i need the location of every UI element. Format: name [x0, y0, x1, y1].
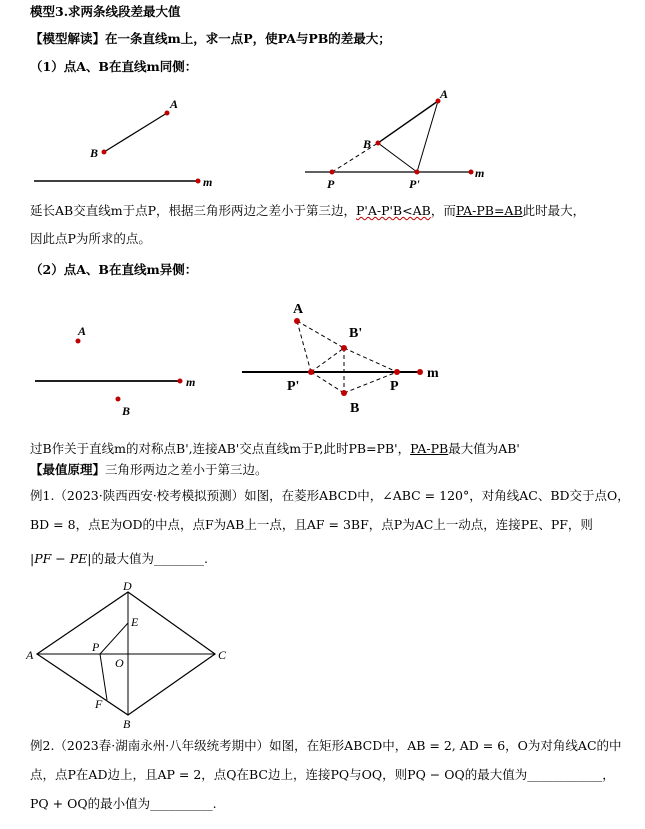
dashed-p2b2	[311, 348, 344, 372]
dashed-pb	[332, 143, 378, 172]
point-b-prime	[341, 345, 347, 351]
example2-line2: 点，点P在AD边上，且AP = 2，点Q在BC边上，连接PQ与OQ，则PQ − OQ的最大值为____________，	[30, 767, 615, 782]
point-b	[341, 390, 347, 396]
label-m: m	[203, 175, 213, 189]
answer-blank-3: __________	[150, 796, 213, 811]
answer-blank-2: ____________	[527, 767, 603, 782]
label-d: D	[123, 580, 132, 593]
figure-2-right	[230, 295, 460, 420]
label-p: P	[327, 177, 335, 191]
label-b-prime: B'	[349, 326, 363, 341]
label-a: A	[26, 648, 34, 662]
label-p-prime: P'	[409, 177, 420, 191]
label-m: m	[475, 166, 485, 180]
label-f: F	[95, 697, 103, 711]
case1-line1: 延长AB交直线m于点P，根据三角形两边之差小于第三边，P'A-P'B<AB，而PA-PB=AB此时最大，	[30, 203, 586, 218]
point-p-prime	[308, 369, 314, 375]
label-b: B	[122, 404, 131, 418]
principle	[30, 462, 268, 478]
example2-line3: PQ + OQ的最小值为__________.	[30, 796, 217, 811]
example1-line2: BD = 8，点E为OD的中点，点F为AB上一点，且AF = 3BF，点P为AC上一动点，连接PE、PF，则	[30, 517, 593, 532]
segment-ab	[104, 113, 167, 152]
example2-line1: 例2.（2023春·湖南永州·八年级统考期中）如图，在矩形ABCD中，AB = 2, AD = 6，O为对角线AC的中	[30, 738, 622, 753]
point-m-end	[417, 369, 423, 375]
label-m: m	[427, 366, 439, 381]
label-o: O	[115, 656, 124, 670]
label-b: B	[363, 137, 372, 151]
label-p: P	[92, 640, 100, 654]
point-m-end	[469, 170, 474, 175]
label-b: B	[350, 401, 360, 416]
point-b	[376, 141, 381, 146]
point-b	[116, 397, 121, 402]
label-a: A	[293, 302, 304, 317]
label-b: B	[90, 146, 99, 160]
segment-ap2	[417, 101, 438, 172]
segment-bp2	[378, 143, 417, 172]
segment-pe	[100, 623, 128, 654]
case1-heading: （1）点A、B在直线m同侧：	[30, 59, 198, 74]
pa-pb: PA-PB	[410, 441, 449, 456]
label-b: B	[123, 717, 131, 730]
label-p-prime: P'	[287, 379, 300, 394]
dashed-p2b	[311, 372, 344, 393]
case1-line2: 因此点P为所求的点。	[30, 231, 151, 246]
label-a: A	[170, 97, 179, 111]
segment-pf	[100, 654, 107, 700]
principle-text: 三角形两边之差小于第三边。	[105, 462, 268, 477]
label-a: A	[440, 87, 449, 101]
dashed-ap2	[297, 321, 311, 372]
inequality-wavy: P'A-P'B<AB	[355, 203, 431, 218]
figure-1-right	[295, 80, 505, 195]
point-m-end	[196, 179, 201, 184]
label-c: C	[218, 648, 227, 662]
figure-rhombus	[25, 580, 240, 730]
label-p: P	[390, 379, 399, 394]
model-intro-text: 在一条直线m上，求一点P，使PA与PB的差最大；	[105, 31, 391, 46]
figure-2-left	[0, 320, 230, 420]
point-p-prime	[415, 170, 420, 175]
label-e: E	[131, 615, 139, 629]
page-title: 模型3.求两条线段差最大值	[30, 4, 181, 19]
point-a	[76, 339, 81, 344]
principle-tag: 【最值原理】	[30, 462, 106, 477]
model-intro-tag: 【模型解读】	[30, 31, 106, 46]
point-m-end	[178, 379, 183, 384]
point-a	[165, 111, 170, 116]
pa-pb-equals-ab: PA-PB=AB	[455, 203, 523, 218]
dashed-ab2	[297, 321, 344, 348]
case2-heading: （2）点A、B在直线m异侧：	[30, 262, 198, 277]
point-p	[394, 369, 400, 375]
case2-line1: 过B作关于直线m的对称点B',连接AB'交点直线m于P,此时PB=PB'，PA-PB最大值为AB'	[30, 441, 520, 456]
example1-line3: |PF − PE|的最大值为________.	[30, 551, 208, 566]
example1-line1: 例1.（2023·陕西西安·校考模拟预测）如图，在菱形ABCD中，∠ABC = 120°，对角线AC、BD交于点O，	[30, 488, 630, 503]
label-a: A	[78, 324, 87, 338]
figure-1-left	[0, 80, 260, 195]
label-m: m	[186, 375, 196, 389]
dashed-b2p	[344, 348, 397, 372]
model-intro	[30, 31, 391, 47]
answer-blank-1: ________	[153, 551, 204, 566]
point-b	[102, 150, 107, 155]
point-p	[330, 170, 335, 175]
point-a	[294, 318, 300, 324]
segment-ba	[378, 101, 438, 143]
